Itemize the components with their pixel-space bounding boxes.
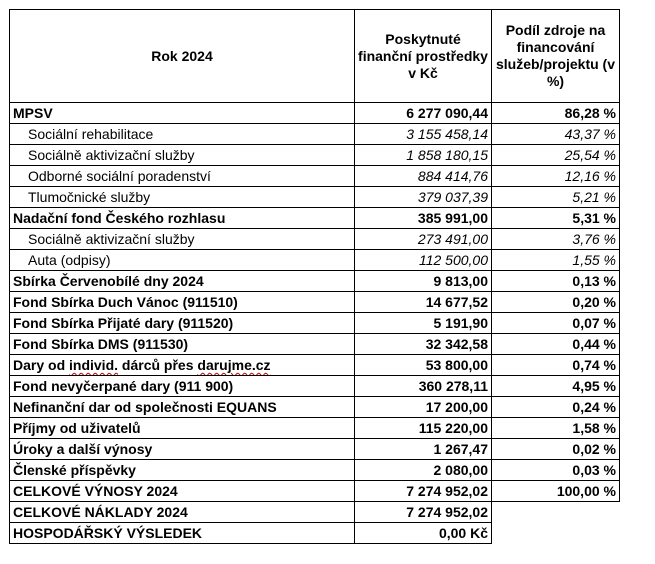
table-row: [10, 250, 620, 271]
table-row: [10, 166, 620, 187]
row-amount: 273 491,00: [355, 229, 492, 250]
table-row: [10, 439, 620, 460]
row-share: 100,00 %: [492, 481, 620, 502]
row-amount: 17 200,00: [355, 397, 492, 418]
row-share: 86,28 %: [492, 103, 620, 124]
row-label: Tlumočnické služby: [10, 187, 355, 208]
row-amount: 5 191,90: [355, 313, 492, 334]
row-label: CELKOVÉ VÝNOSY 2024: [10, 481, 355, 502]
row-amount: 32 342,58: [355, 334, 492, 355]
table-row: [10, 208, 620, 229]
header-share: Podíl zdroje na financování služeb/projektu (v %): [492, 10, 620, 103]
row-share: 0,13 %: [492, 271, 620, 292]
row-share: 0,02 %: [492, 439, 620, 460]
row-amount: 1 858 180,15: [355, 145, 492, 166]
row-amount: 112 500,00: [355, 250, 492, 271]
row-label: Auta (odpisy): [10, 250, 355, 271]
row-amount: 3 155 458,14: [355, 124, 492, 145]
table-row: [10, 355, 620, 376]
row-share: 0,24 %: [492, 397, 620, 418]
table-row: [10, 103, 620, 124]
header-amount: Poskytnuté finanční prostředky v Kč: [355, 10, 492, 103]
row-amount: 360 278,11: [355, 376, 492, 397]
row-share: 0,20 %: [492, 292, 620, 313]
finance-table: [9, 9, 620, 544]
row-share: 0,74 %: [492, 355, 620, 376]
row-share: 3,76 %: [492, 229, 620, 250]
table-header-row: [10, 10, 620, 103]
table-row: [10, 376, 620, 397]
table-row: [10, 292, 620, 313]
table-row: [10, 523, 620, 544]
row-share: 25,54 %: [492, 145, 620, 166]
row-amount: 1 267,47: [355, 439, 492, 460]
row-label: Sociálně aktivizační služby: [10, 145, 355, 166]
spellcheck-word: individ.: [69, 357, 119, 373]
row-share: 1,58 %: [492, 418, 620, 439]
row-label: Členské příspěvky: [10, 460, 355, 481]
row-label: Odborné sociální poradenství: [10, 166, 355, 187]
spellcheck-word: darujme.cz: [197, 357, 271, 373]
row-amount: 9 813,00: [355, 271, 492, 292]
header-year: Rok 2024: [10, 10, 355, 103]
table-row: [10, 397, 620, 418]
table-row: [10, 124, 620, 145]
row-label: Fond Sbírka Přijaté dary (911520): [10, 313, 355, 334]
table-row: [10, 418, 620, 439]
row-label: [10, 355, 355, 376]
row-label: Sociální rehabilitace: [10, 124, 355, 145]
table-row: [10, 460, 620, 481]
row-share: 4,95 %: [492, 376, 620, 397]
row-amount: 14 677,52: [355, 292, 492, 313]
table-row: [10, 187, 620, 208]
table-row: [10, 271, 620, 292]
row-share: 0,07 %: [492, 313, 620, 334]
row-share: 5,31 %: [492, 208, 620, 229]
row-label: Nadační fond Českého rozhlasu: [10, 208, 355, 229]
row-amount: 2 080,00: [355, 460, 492, 481]
row-label: Příjmy od uživatelů: [10, 418, 355, 439]
row-label: HOSPODÁŘSKÝ VÝSLEDEK: [10, 523, 355, 544]
table-row: [10, 334, 620, 355]
row-amount: 7 274 952,02: [355, 481, 492, 502]
row-label: Nefinanční dar od společnosti EQUANS: [10, 397, 355, 418]
table-row: [10, 481, 620, 502]
table-row: [10, 502, 620, 523]
row-share: 5,21 %: [492, 187, 620, 208]
empty-cell: [492, 502, 620, 523]
row-amount: 884 414,76: [355, 166, 492, 187]
row-label: CELKOVÉ NÁKLADY 2024: [10, 502, 355, 523]
row-amount: 7 274 952,02: [355, 502, 492, 523]
row-label: Sbírka Červenobílé dny 2024: [10, 271, 355, 292]
row-label: Fond Sbírka DMS (911530): [10, 334, 355, 355]
row-amount: 385 991,00: [355, 208, 492, 229]
row-share: 0,44 %: [492, 334, 620, 355]
table-row: [10, 229, 620, 250]
label-part: dárců přes: [118, 357, 198, 373]
table-row: [10, 313, 620, 334]
row-label: MPSV: [10, 103, 355, 124]
row-share: 1,55 %: [492, 250, 620, 271]
row-amount: 379 037,39: [355, 187, 492, 208]
row-label: Úroky a další výnosy: [10, 439, 355, 460]
row-label: Fond Sbírka Duch Vánoc (911510): [10, 292, 355, 313]
row-amount: 53 800,00: [355, 355, 492, 376]
row-amount: 6 277 090,44: [355, 103, 492, 124]
label-part: Dary od: [13, 357, 70, 373]
row-label: Sociálně aktivizační služby: [10, 229, 355, 250]
row-amount: 115 220,00: [355, 418, 492, 439]
row-amount: 0,00 Kč: [355, 523, 492, 544]
row-share: 43,37 %: [492, 124, 620, 145]
row-label: Fond nevyčerpané dary (911 900): [10, 376, 355, 397]
row-share: 0,03 %: [492, 460, 620, 481]
row-share: 12,16 %: [492, 166, 620, 187]
table-row: [10, 145, 620, 166]
empty-cell: [492, 523, 620, 544]
